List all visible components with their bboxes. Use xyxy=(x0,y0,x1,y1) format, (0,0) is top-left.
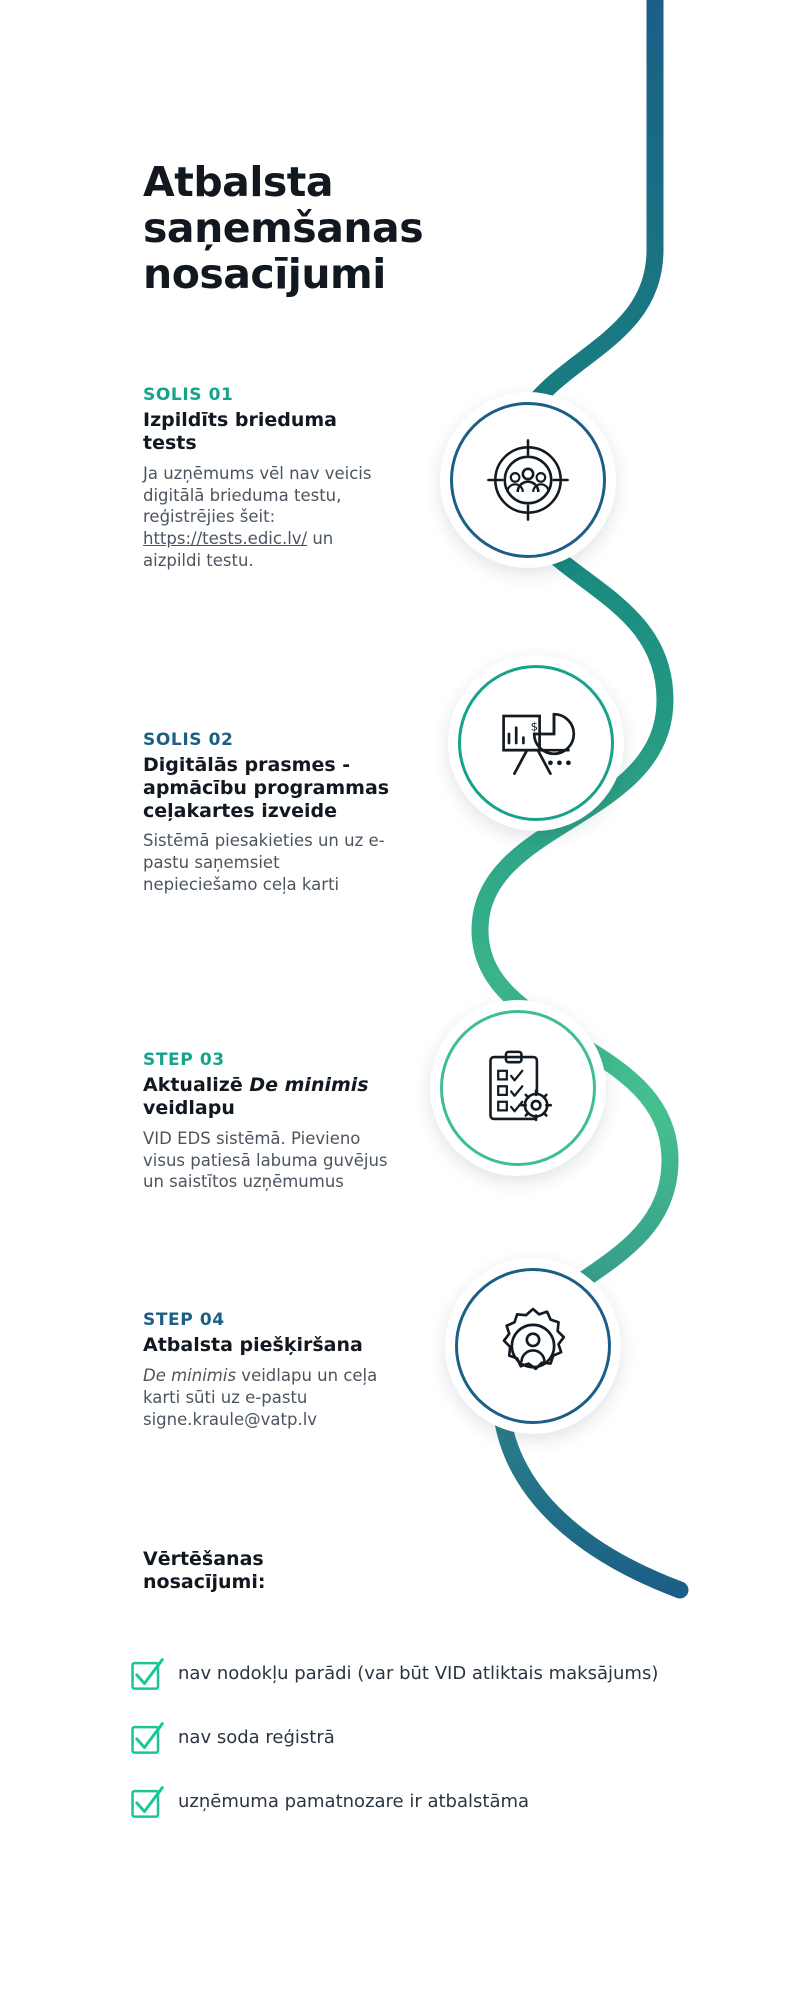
evaluation-checklist xyxy=(130,1660,690,1852)
step-body-1 xyxy=(143,463,391,573)
page-title-line-1: Atbalsta xyxy=(143,158,334,206)
step-body-1-text: Ja uzņēmums vēl nav veicis digitālā brieduma testu, reģistrējies šeit: xyxy=(143,463,372,527)
step-title-4: Atbalsta piešķiršana xyxy=(143,1334,363,1356)
step-body-4-italic: De minimis xyxy=(143,1365,237,1385)
step-item-4 xyxy=(143,1310,391,1431)
step-kicker-2: SOLIS 02 xyxy=(143,730,234,750)
step-item-3 xyxy=(143,1050,391,1193)
checklist-item-label: uzņēmuma pamatnozare ir atbalstāma xyxy=(178,1791,530,1812)
step-title-2: Digitālās prasmes - apmācību programmas ceļakartes izveide xyxy=(143,754,390,822)
checklist-item xyxy=(130,1660,690,1692)
infographic-sheet xyxy=(80,0,720,2000)
clipboard-gear-icon xyxy=(475,1045,561,1131)
checkbox-checked-icon xyxy=(130,1658,164,1692)
gear-person-icon xyxy=(489,1302,577,1390)
step-item-1 xyxy=(143,385,391,572)
checkbox-checked-icon xyxy=(130,1722,164,1756)
step-body-1-text-after: un aizpildi testu. xyxy=(143,529,334,571)
step-title-3-italic: De minimis xyxy=(249,1074,369,1096)
step-kicker-1: SOLIS 01 xyxy=(143,385,234,405)
evaluation-heading xyxy=(143,1548,403,1594)
target-people-icon xyxy=(485,437,571,523)
evaluation-heading-line-1: Vērtēšanas xyxy=(143,1548,264,1570)
presentation-chart-icon xyxy=(491,698,581,788)
svg-text:$: $ xyxy=(530,719,539,734)
evaluation-heading-line-2: nosacījumi: xyxy=(143,1571,266,1594)
step-title-1: Izpildīts brieduma tests xyxy=(143,409,337,454)
checklist-item xyxy=(130,1788,690,1820)
step-item-2 xyxy=(143,730,391,896)
step-body-4-rest: veidlapu un ceļa karti sūti uz e-pastu signe.kraule@vatp.lv xyxy=(143,1365,378,1429)
step-icon-badge-4 xyxy=(445,1258,621,1434)
step-icon-badge-3 xyxy=(430,1000,606,1176)
page-title-line-3: nosacījumi xyxy=(143,249,386,298)
step-title-3-suffix: veidlapu xyxy=(143,1096,235,1119)
checklist-item-label: nav soda reģistrā xyxy=(178,1727,335,1748)
step-body-4 xyxy=(143,1365,391,1431)
page-title-line-2: saņemšanas xyxy=(143,203,424,252)
step-icon-ring-3 xyxy=(440,1010,596,1166)
step-1-link[interactable]: https://tests.edic.lv/ xyxy=(143,529,308,549)
step-icon-ring-2 xyxy=(458,665,614,821)
step-icon-ring-1 xyxy=(450,402,606,558)
step-icon-badge-1 xyxy=(440,392,616,568)
step-icon-badge-2 xyxy=(448,655,624,831)
step-icon-ring-4 xyxy=(455,1268,611,1424)
step-title-3-prefix: Aktualizē xyxy=(143,1074,250,1096)
step-title-3 xyxy=(143,1074,391,1120)
checkbox-checked-icon xyxy=(130,1786,164,1820)
checklist-item-label: nav nodokļu parādi (var būt VID atliktais maksājums) xyxy=(178,1663,659,1684)
checklist-item xyxy=(130,1724,690,1756)
step-body-2: Sistēmā piesakieties un uz e-pastu saņemsiet nepieciešamo ceļa karti xyxy=(143,831,385,895)
step-kicker-3: STEP 03 xyxy=(143,1050,225,1070)
step-body-3: VID EDS sistēmā. Pievieno visus patiesā labuma guvējus un saistītos uzņēmumus xyxy=(143,1128,388,1192)
step-kicker-4: STEP 04 xyxy=(143,1310,225,1330)
